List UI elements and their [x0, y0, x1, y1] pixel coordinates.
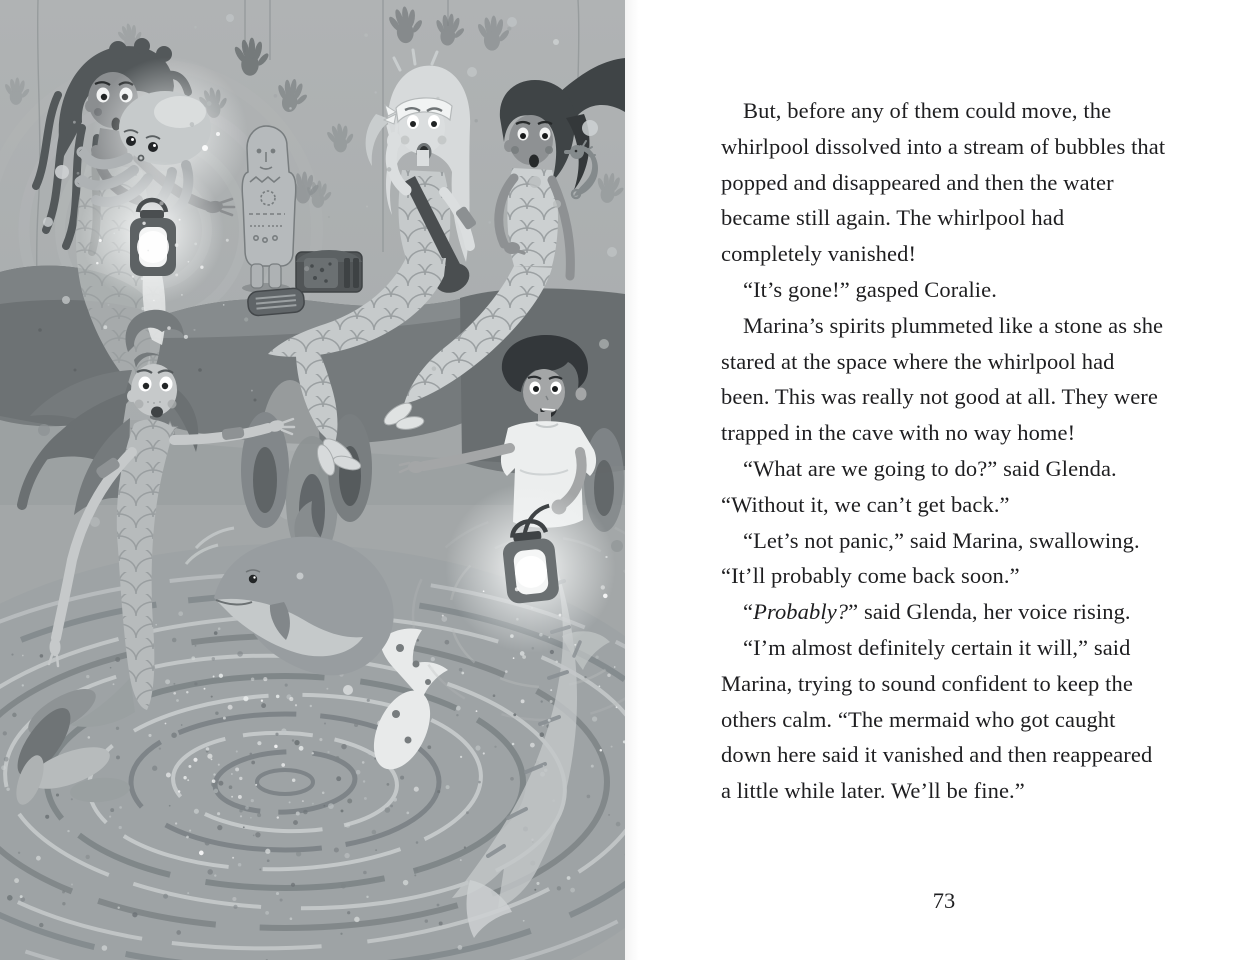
story-paragraph: “Probably?” said Glenda, her voice rising. — [743, 599, 1131, 625]
story-text — [721, 93, 1167, 809]
story-paragraph: “What are we going to do?” said Glenda. “Without it, we can’t get back.” — [721, 455, 1117, 517]
cave-illustration — [0, 0, 625, 960]
page-number: 73 — [932, 888, 956, 913]
illustration-page — [0, 0, 625, 960]
story-paragraph: But, before any of them could move, the whirlpool dissolved into a stream of bubbles that popped and disappeared and then the water became still again. The whirlpool had completely vanished! — [721, 98, 1166, 267]
text-page — [625, 0, 1251, 960]
glowing-lantern-left — [80, 160, 224, 304]
carved-tray — [247, 288, 305, 317]
story-paragraph: Marina’s spirits plummeted like a stone as she stared at the space where the whirlpool had been. This was really not good at all. They were trapped in the cave with no way home! — [721, 312, 1164, 446]
story-paragraph: “It’s gone!” gasped Coralie. — [743, 276, 997, 302]
story-paragraph: “I’m almost definitely certain it will,” said Marina, trying to sound confident to keep the others calm. “The mermaid who got caught down here said it vanished and then reappeared a little while later. We’ll be fine.” — [721, 634, 1153, 804]
story-paragraph: “Let’s not panic,” said Marina, swallowing. “It’ll probably come back soon.” — [721, 527, 1140, 589]
